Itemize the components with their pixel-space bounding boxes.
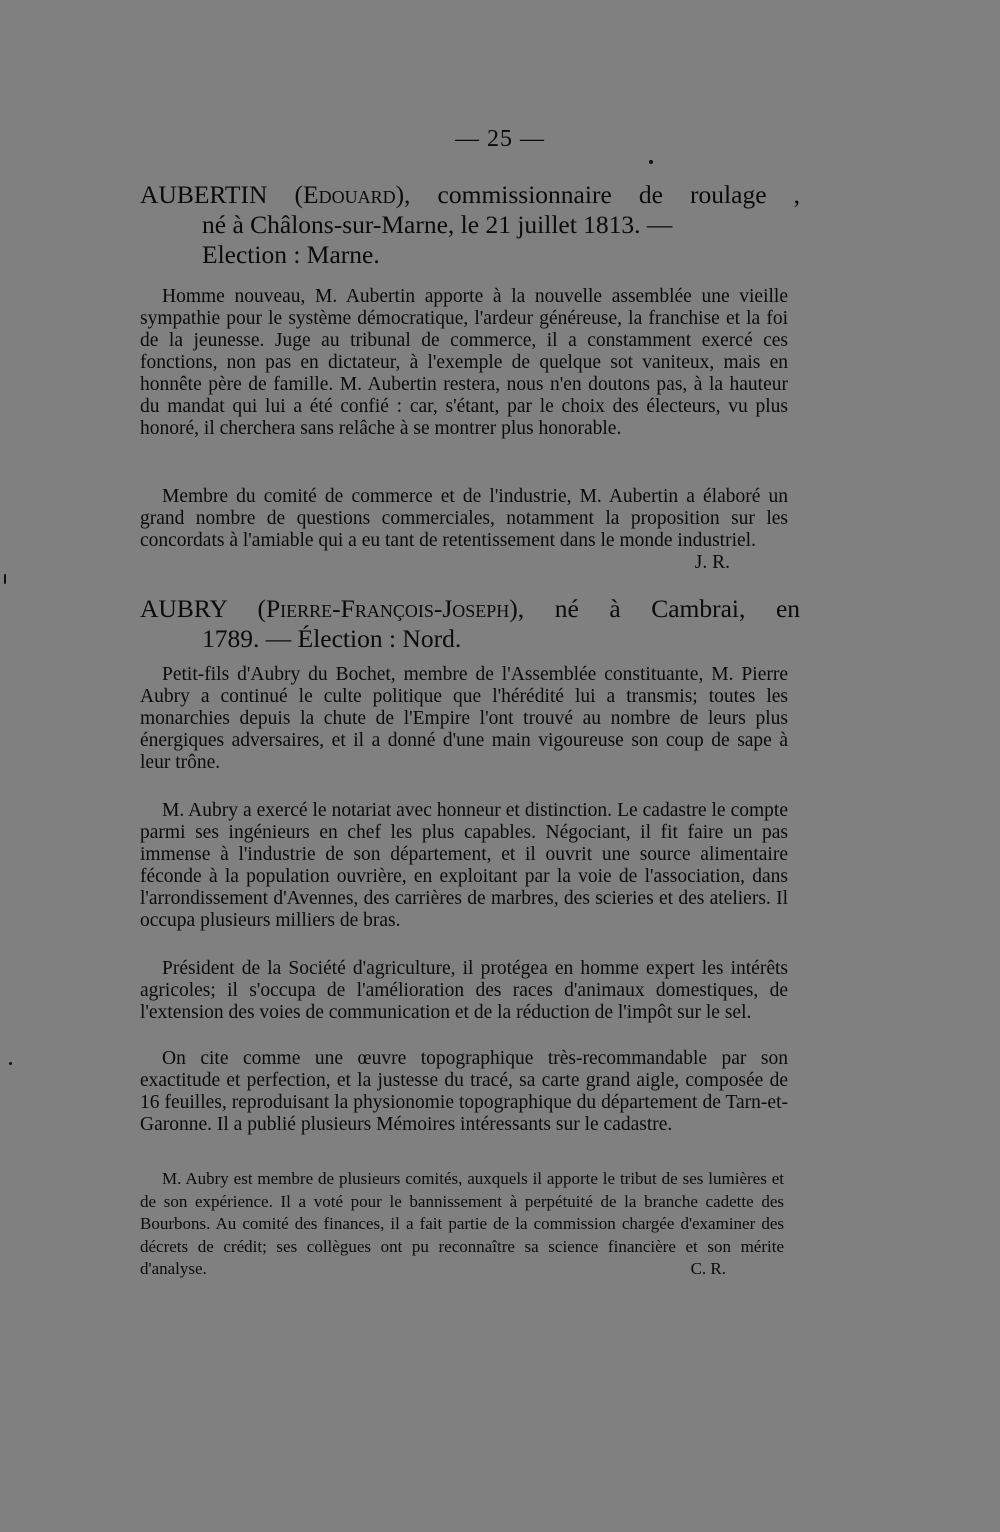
paragraph-small xyxy=(140,1168,784,1281)
paragraph: Homme nouveau, M. Aubertin apporte à la nouvelle assemblée une vieille sympathie pour le système démocratique, l'ardeur généreuse, la franchise et la foi de la jeunesse. Juge au tribunal de commerce, il a constamment exercé ces fonctions, non pas en dictateur, à l'exemple de quelque sot vaniteux, mais en honnête père de famille. M. Aubertin restera, nous n'en doutons pas, à la hauteur du mandat qui lui a été confié : car, s'étant, par le choix des électeurs, vu plus honoré, il cherchera sans relâche à se montrer plus honorable. xyxy=(140,286,788,439)
entry-header-text: commissionnaire de roulage , xyxy=(437,180,800,209)
entry-header-line-1 xyxy=(140,180,800,210)
paragraph-text: M. Aubry est membre de plusieurs comités, auxquels il apporte le tribut de ses lumières et de son expérience. Il a voté pour le bannissement à perpétuité de la branche cadette des Bourbons. Au comité des finances, il a fait partie de la commission chargée d'examiner des décrets de crédit; ses collègues ont pu reconnaître sa science financière et son mérite d'analyse. xyxy=(140,1169,784,1278)
stray-dot xyxy=(4,574,6,584)
entry-header-line-2: né à Châlons-sur-Marne, le 21 juillet 1813. — xyxy=(202,210,673,239)
entry-header-line-3: Election : Marne. xyxy=(202,240,380,269)
entry-given-names: (Edouard), xyxy=(294,180,411,209)
entry-aubertin-header xyxy=(140,180,800,270)
entry-aubry-header xyxy=(140,594,800,654)
page-number: — 25 — xyxy=(455,126,545,152)
author-signature: C. R. xyxy=(690,1259,726,1278)
paragraph: Petit-fils d'Aubry du Bochet, membre de l'Assemblée constituante, M. Pierre Aubry a continué le culte politique que l'hérédité lui a transmis; toutes les monarchies depuis la chute de l'Empire l'ont trouvé au nombre de leurs plus énergiques adversaires, et il a donné d'une main vigoureuse son coup de sape à leur trône. xyxy=(140,664,788,773)
paragraph xyxy=(140,486,788,574)
entry-surname: AUBRY xyxy=(140,594,227,623)
author-signature: J. R. xyxy=(694,552,730,573)
paragraph: On cite comme une œuvre topographique très-recommandable par son exactitude et perfection, et la justesse du tracé, sa carte grand aigle, composée de 16 feuilles, reproduisant la physionomie topographique du département de Tarn-et-Garonne. Il a publié plusieurs Mémoires intéressants sur le cadastre. xyxy=(140,1048,788,1135)
stray-dot xyxy=(649,160,653,164)
stray-dot xyxy=(9,1062,12,1065)
paragraph: M. Aubry a exercé le notariat avec honneur et distinction. Le cadastre le compte parmi ses ingénieurs en chef les plus capables. Négociant, il fit faire un pas immense à l'industrie de son département, et il ouvrit une source alimentaire féconde à la population ouvrière, en exploitant par la voie de l'association, dans l'arrondissement d'Avennes, des carrières de marbres, des scieries et des ateliers. Il occupa plusieurs milliers de bras. xyxy=(140,800,788,931)
paragraph: Président de la Société d'agriculture, il protégea en homme expert les intérêts agricoles; il s'occupa de l'amélioration des races d'animaux domestiques, de l'extension des voies de communication et de la réduction de l'impôt sur le sel. xyxy=(140,958,788,1023)
entry-header-line-2: 1789. — Élection : Nord. xyxy=(202,624,462,653)
entry-header-line-1 xyxy=(140,594,800,624)
entry-given-names: (Pierre-François-Joseph), xyxy=(257,594,525,623)
entry-header-text: né à Cambrai, en xyxy=(554,594,801,623)
paragraph-text: Membre du comité de commerce et de l'industrie, M. Aubertin a élaboré un grand nombre de questions commerciales, notamment la proposition sur les concordats à l'amiable qui a eu tant de retentissement dans le monde industriel. xyxy=(140,486,788,551)
entry-surname: AUBERTIN xyxy=(140,180,268,209)
